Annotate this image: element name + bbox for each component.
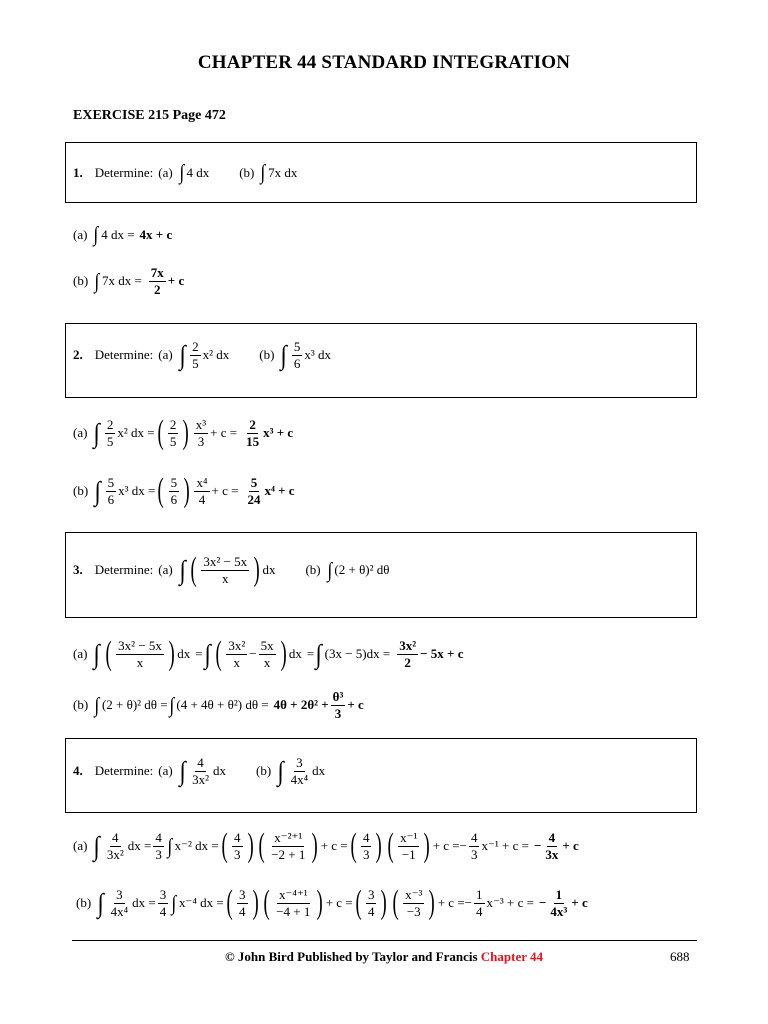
integral-sign: ∫ [280, 339, 288, 370]
differential: dx [312, 763, 326, 779]
constant: + c = [325, 895, 353, 910]
equals: = [306, 646, 315, 661]
differential: dx [262, 562, 276, 577]
minus-sign: − [538, 895, 547, 910]
integrand: 7x dx = [101, 273, 142, 289]
solution-3b [73, 690, 364, 720]
constant: + c [167, 273, 185, 289]
part-a-label: (a) [73, 425, 88, 440]
fraction: $\frac{4}{\text{3x²}}$ [192, 755, 209, 787]
fraction: $\frac{3}{\text{4x⁴}}$ [290, 755, 309, 787]
integrand: x² dx [202, 347, 230, 363]
minus-sign: − [464, 895, 472, 910]
constant: + c = [432, 838, 460, 853]
result: − 5x + c [420, 646, 464, 661]
constant: + c = [437, 895, 465, 910]
parenthesis-group: ( $\frac{\text{3x²}}{x}$ − $\frac{5x}{x}$ ) [215, 635, 287, 672]
copyright-text: © John Bird Published by Taylor and Francis [224, 949, 478, 964]
integrand: x³ dx = [118, 483, 156, 498]
result: x³ + c [263, 425, 294, 440]
fraction: $\frac{5}{6}$ [107, 474, 115, 507]
parenthesis-group: ( $\frac{4}{3}$ ) [221, 827, 254, 864]
integral-sign: ∫ [94, 268, 100, 293]
page-number: 688 [670, 949, 690, 964]
question-number: 3. [73, 562, 83, 577]
part-b-label: (b) [239, 164, 255, 180]
fraction: $\frac{2}{5}$ [106, 416, 114, 449]
parenthesis-group: ( $\frac{3}{4}$ ) [355, 884, 388, 921]
integral-sign: ∫ [97, 887, 105, 918]
integral-sign: ∫ [179, 755, 186, 786]
integrand: x² dx = [117, 425, 155, 440]
question-number: 2. [73, 347, 83, 363]
result-fraction: $\frac{4}{3x}$ [545, 829, 559, 862]
integrand: 4 dx [186, 164, 210, 180]
differential: dx = [132, 895, 156, 910]
fraction: $\frac{1}{4}$ [476, 886, 483, 919]
integral-sign: ∫ [327, 557, 332, 582]
solution-3a [73, 637, 463, 671]
part-b-label: (b) [255, 763, 272, 779]
integral-sign: ∫ [93, 417, 101, 448]
integral-sign: ∫ [169, 692, 174, 717]
integral-sign: ∫ [167, 833, 173, 858]
integral-sign: ∫ [93, 222, 99, 246]
part-a-label: (a) [158, 164, 173, 180]
integrand: x⁻³ + c = [486, 895, 534, 910]
part-b-label: (b) [73, 483, 89, 498]
differential: dx [288, 646, 302, 661]
parenthesis-group: ( $\frac{\text{3x² − 5x}}{x}$ ) [190, 551, 260, 588]
question-1 [73, 162, 297, 183]
constant: + c [562, 838, 579, 853]
determine-label: Determine: [94, 562, 154, 577]
part-a-label: (a) [73, 226, 88, 242]
minus-sign: − [533, 838, 542, 853]
constant: + c [347, 697, 364, 713]
minus-sign: − [459, 838, 467, 853]
integral-sign: ∫ [315, 638, 323, 669]
solution-4b [76, 886, 588, 920]
solution-1b [73, 266, 184, 296]
result: 4θ + 2θ² + [273, 697, 329, 713]
chapter-label: Chapter 44 [480, 949, 544, 964]
fraction: $\frac{3}{4}$ [159, 886, 167, 919]
integrand: (3x − 5)dx = [324, 646, 391, 661]
constant: + c = [211, 483, 239, 498]
result-fraction: $\frac{1}{\text{4x³}}$ [550, 886, 568, 919]
result-fraction: $\frac{2}{15}$ [246, 416, 260, 449]
question-number: 4. [73, 763, 83, 779]
integral-sign: ∫ [93, 830, 101, 861]
solution-2b [73, 474, 295, 508]
part-b-label: (b) [73, 697, 89, 713]
integrand: 4 dx = [101, 226, 135, 242]
result-fraction: $\frac{\text{θ³}}{3}$ [332, 689, 344, 721]
fraction: $\frac{5}{6}$ [293, 339, 301, 371]
parenthesis-group: ( $\frac{\text{3x² − 5x}}{x}$ ) [105, 635, 175, 672]
integral-sign: ∫ [277, 755, 285, 786]
question-number: 1. [73, 164, 83, 180]
part-a-label: (a) [73, 838, 88, 853]
parenthesis-group: ( $\frac{5}{6}$ ) [157, 472, 190, 509]
integral-sign: ∫ [260, 160, 266, 184]
equals: = [195, 646, 203, 661]
determine-label: Determine: [94, 164, 154, 180]
integral-sign: ∫ [179, 160, 185, 184]
constant: + c = [210, 425, 238, 440]
integral-sign: ∫ [179, 339, 186, 370]
parenthesis-group: ( $\frac{\text{x⁻²⁺¹}}{-2 + 1}$ ) [258, 827, 319, 864]
question-2 [73, 340, 331, 370]
part-a-label: (a) [158, 347, 173, 363]
integral-sign: ∫ [94, 692, 100, 717]
integrand: x⁻¹ + c = [481, 838, 529, 853]
footer-divider [72, 940, 697, 941]
integral-sign: ∫ [171, 890, 177, 915]
parenthesis-group: ( $\frac{4}{3}$ ) [350, 827, 383, 864]
differential: dx = [127, 838, 152, 853]
part-b-label: (b) [76, 895, 92, 910]
integral-sign: ∫ [204, 638, 211, 669]
question-4 [73, 756, 325, 786]
parenthesis-group: ( $\frac{\text{x⁻⁴⁺¹}}{-4 + 1}$ ) [263, 884, 324, 921]
parenthesis-group: ( $\frac{2}{5}$ ) [157, 414, 190, 451]
solution-2a [73, 416, 293, 450]
parenthesis-group: ( $\frac{\text{x⁻³}}{-3}$ ) [392, 884, 436, 921]
result-fraction: $\frac{5}{24}$ [247, 474, 261, 507]
fraction: $\frac{4}{\text{3x²}}$ [106, 829, 124, 862]
integrand: (2 + θ)² dθ = [101, 697, 168, 713]
fraction: $\frac{\text{x³}}{3}$ [195, 416, 207, 449]
constant: + c [571, 895, 588, 910]
differential: dx [212, 763, 226, 779]
fraction: $\frac{\text{x⁴}}{4}$ [196, 474, 208, 507]
integrand: 7x dx [268, 164, 298, 180]
part-a-label: (a) [73, 646, 88, 661]
part-b-label: (b) [305, 562, 321, 577]
differential: dx [177, 646, 191, 661]
integrand: (2 + θ)² dθ [334, 562, 390, 577]
part-a-label: (a) [158, 562, 173, 577]
part-b-label: (b) [73, 273, 89, 289]
determine-label: Determine: [94, 347, 154, 363]
parenthesis-group: ( $\frac{3}{4}$ ) [226, 884, 259, 921]
integrand: x⁻² dx = [174, 838, 219, 853]
exercise-heading: EXERCISE 215 Page 472 [73, 108, 226, 123]
solution-4a [73, 829, 579, 863]
result: 4x + c [139, 226, 173, 242]
result-fraction: $\frac{\text{3x²}}{2}$ [399, 637, 417, 670]
integrand: x³ dx [304, 347, 331, 363]
result: x⁴ + c [264, 483, 295, 498]
integral-sign: ∫ [94, 475, 102, 506]
integrand: (4 + 4θ + θ²) dθ = [176, 697, 269, 713]
parenthesis-group: ( $\frac{\text{x⁻¹}}{-1}$ ) [387, 827, 431, 864]
solution-1a [73, 224, 172, 245]
integrand: x⁻⁴ dx = [178, 895, 224, 910]
determine-label: Determine: [94, 763, 154, 779]
question-3 [73, 553, 390, 587]
page-title: CHAPTER 44 STANDARD INTEGRATION [197, 52, 571, 73]
integral-sign: ∫ [93, 638, 101, 669]
fraction: $\frac{4}{3}$ [470, 829, 478, 862]
fraction: $\frac{3}{\text{4x⁴}}$ [110, 886, 129, 919]
part-b-label: (b) [259, 347, 275, 363]
fraction: $\frac{4}{3}$ [155, 829, 162, 862]
part-a-label: (a) [158, 763, 173, 779]
footer-credit [0, 949, 768, 965]
integral-sign: ∫ [179, 554, 186, 585]
fraction: $\frac{7x}{2}$ [150, 265, 164, 297]
constant: + c = [320, 838, 348, 853]
fraction: $\frac{2}{5}$ [192, 339, 199, 371]
